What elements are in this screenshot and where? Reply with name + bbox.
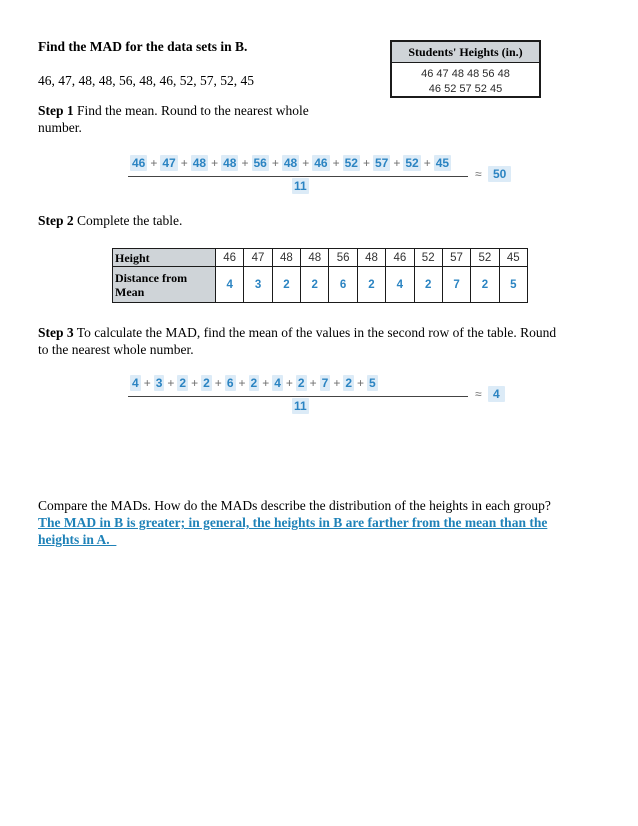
step2-instruction: Complete the table. (77, 213, 183, 228)
approx-icon: ≈ (475, 167, 482, 181)
step1-instruction-cont: number. (38, 120, 82, 135)
step1-result (472, 166, 511, 182)
step3-result-chip: 4 (488, 386, 505, 402)
plus-sign: + (332, 156, 340, 170)
distance-cell: 6 (329, 267, 357, 303)
step1-denominator (292, 178, 309, 194)
step1-result-chip: 50 (488, 166, 511, 182)
plus-sign: + (423, 156, 431, 170)
step1-numerator-term: 56 (253, 156, 267, 170)
plus-sign: + (167, 376, 175, 390)
step1-numerator-term: 52 (405, 156, 419, 170)
step3-numerator-term: 2 (179, 376, 187, 390)
distance-cell: 5 (499, 267, 527, 303)
step2-label: Step 2 (38, 213, 74, 228)
step1-label: Step 1 (38, 103, 74, 118)
plus-sign: + (241, 156, 249, 170)
distance-row (113, 267, 528, 303)
data-list: 46, 47, 48, 48, 56, 48, 46, 52, 57, 52, 45 (38, 73, 254, 88)
step3-instruction-cont: to the nearest whole number. (38, 342, 194, 357)
plus-sign: + (333, 376, 341, 390)
distance-header-line-2: Mean (115, 284, 145, 299)
students-heights-header: Students' Heights (in.) (392, 42, 539, 63)
plus-sign: + (211, 156, 219, 170)
plus-sign: + (150, 156, 158, 170)
distance-row-header (113, 267, 216, 303)
distance-cell: 2 (414, 267, 442, 303)
plus-sign: + (357, 376, 365, 390)
distance-cell: 2 (272, 267, 300, 303)
step3-text (38, 324, 556, 341)
step3-fraction-bar (128, 396, 468, 397)
plus-sign: + (393, 156, 401, 170)
plus-sign: + (191, 376, 199, 390)
plus-sign: + (309, 376, 317, 390)
compare-answer-line-2: heights in A. (38, 532, 117, 547)
distance-cell: 7 (442, 267, 470, 303)
distance-cell: 2 (301, 267, 329, 303)
step3-numerator-term: 2 (297, 376, 305, 390)
step1-instruction: Find the mean. Round to the nearest whole (77, 103, 309, 118)
step3-numerator-term: 7 (321, 376, 329, 390)
height-cell: 48 (272, 249, 300, 267)
plus-sign: + (285, 376, 293, 390)
height-cell: 56 (329, 249, 357, 267)
step3-numerator-term: 2 (250, 376, 258, 390)
height-cell: 47 (244, 249, 272, 267)
height-cell: 46 (386, 249, 414, 267)
step1-numerator (130, 155, 451, 171)
step1-numerator-term: 48 (283, 156, 298, 170)
step1-numerator-term: 52 (344, 156, 358, 170)
step3-numerator-term: 6 (226, 376, 234, 390)
distance-cell: 2 (471, 267, 499, 303)
height-row-header: Height (113, 249, 216, 267)
step3-numerator-term: 3 (155, 376, 163, 390)
height-cell: 52 (414, 249, 442, 267)
height-cell: 46 (216, 249, 244, 267)
step1-numerator-term: 45 (435, 156, 450, 170)
step3-numerator (130, 375, 378, 391)
height-cell: 48 (301, 249, 329, 267)
plus-sign: + (271, 156, 279, 170)
distance-cell: 3 (244, 267, 272, 303)
students-heights-line-2: 46 52 57 52 45 (428, 83, 503, 95)
step3-numerator-term: 2 (203, 376, 210, 390)
students-heights-line-1: 46 47 48 48 56 48 (421, 68, 510, 80)
distance-cell: 4 (216, 267, 244, 303)
plus-sign: + (180, 156, 188, 170)
height-cell: 45 (499, 249, 527, 267)
step1-numerator-term: 46 (132, 156, 146, 170)
plus-sign: + (362, 156, 370, 170)
compare-answer-line-1: The MAD in B is greater; in general, the heights in B are farther from the mean than the (38, 515, 548, 530)
step3-instruction: To calculate the MAD, find the mean of the values in the second row of the table. Round (76, 325, 557, 340)
plus-sign: + (302, 156, 310, 170)
approx-icon: ≈ (475, 387, 482, 401)
step1-denominator-chip: 11 (294, 179, 307, 193)
distance-table (112, 248, 528, 303)
plus-sign: + (143, 376, 151, 390)
distance-header-line-1: Distance from (115, 270, 188, 285)
step3-result (472, 386, 505, 402)
step1-numerator-term: 57 (375, 156, 389, 170)
step1-fraction-bar (128, 176, 468, 177)
height-row (113, 249, 528, 267)
page-title: Find the MAD for the data sets in B. (38, 39, 248, 54)
step3-label: Step 3 (38, 325, 74, 340)
step3-denominator (292, 398, 309, 414)
step3-numerator-term: 4 (274, 376, 281, 390)
plus-sign: + (262, 376, 270, 390)
step1-text (38, 102, 309, 119)
distance-cell: 2 (357, 267, 385, 303)
step1-numerator-term: 48 (192, 156, 207, 170)
step1-numerator-term: 48 (223, 156, 237, 170)
step3-numerator-term: 5 (369, 376, 376, 390)
height-cell: 52 (471, 249, 499, 267)
height-cell: 57 (442, 249, 470, 267)
step3-denominator-chip: 11 (294, 399, 307, 413)
students-heights-box (390, 40, 541, 98)
step2-text (38, 212, 182, 229)
step3-numerator-term: 2 (345, 376, 353, 390)
height-cell: 48 (357, 249, 385, 267)
distance-cell: 4 (386, 267, 414, 303)
step1-numerator-term: 47 (162, 156, 176, 170)
compare-question: Compare the MADs. How do the MADs describe the distribution of the heights in each group? (38, 498, 551, 513)
plus-sign: + (238, 376, 246, 390)
step3-numerator-term: 4 (132, 376, 139, 390)
plus-sign: + (214, 376, 222, 390)
step1-numerator-term: 46 (314, 156, 328, 170)
